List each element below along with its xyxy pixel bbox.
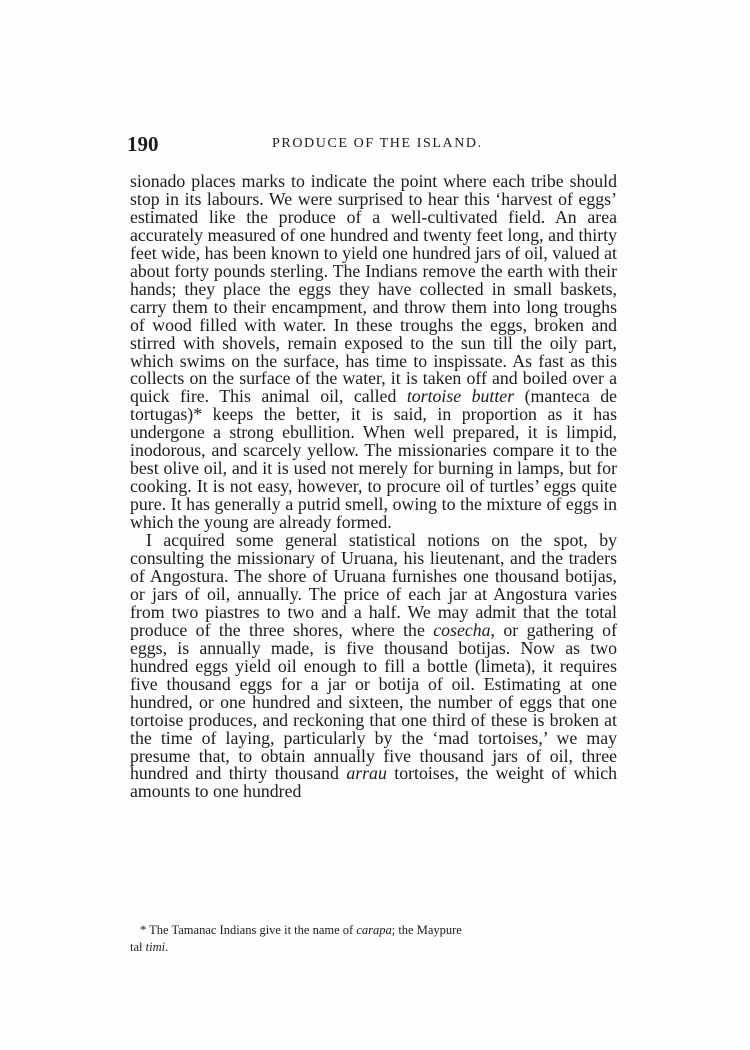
text-run: tal <box>130 940 146 954</box>
emphasis: carapa <box>356 923 392 937</box>
page-number: 190 <box>127 132 159 156</box>
emphasis: timi <box>145 940 166 954</box>
text-run: sionado places marks to indicate the point where each tribe should stop in its labours. We were surprised to hear this ‘harvest of eggs’ estimated like the produce of a well-cultivated field. An area accurately measured of one hundred and twenty feet long, and thirty feet wide, has been known to yield one hundred jars of oil, valued at about forty pounds sterling. The Indians remove the earth with their hands; they place the eggs they have collected in small baskets, carry them to their encampment, and throw them into long troughs of wood filled with water. In these troughs the eggs, broken and stirred with shovels, remain exposed to the sun till the oily part, which swims on the surface, has time to inspissate. As fast as this collects on the surface of the water, it is taken off and boiled over a quick fire. This animal oil, called <box>130 171 617 407</box>
text-run: tortoises, the weight of which amounts to one hundred <box>130 763 617 802</box>
text-run: I acquired some general statistical notions on the spot, by consulting the missionary of Uruana, his lieutenant, and the traders of Angostura. The shore of Uruana furnishes one thousand botijas, or jars of oil, annually. The price of each jar at Angostura varies from two piastres to two and a half. We may admit that the total produce of the three shores, where the <box>130 530 617 640</box>
running-head: PRODUCE OF THE ISLAND. <box>272 136 483 151</box>
text-run: , or gathering of eggs, is annually made, is five thousand botijas. Now as two hundred eggs yield oil enough to fill a bottle (limeta), it requires five thousand eggs for a jar or botija of oil. Estimating at one hundred, or one hundred and sixteen, the number of eggs that one tortoise produces, and reckoning that one third of these is broken at the time of laying, particularly by the ‘mad tortoises,’ we may presume that, to obtain annually five thousand jars of oil, three hundred and thirty thousand <box>130 619 617 784</box>
paragraph <box>130 173 617 532</box>
paragraph <box>130 532 617 801</box>
text-run: (manteca de tortugas)* keeps the better, it is said, in proportion as it has undergone a strong ebullition. When well prepared, it is limpid, inodorous, and scarcely yellow. The missionaries compare it to the best olive oil, and it is used not merely for burning in lamps, but for cooking. It is not easy, however, to procure oil of turtles’ eggs quite pure. It has generally a putrid smell, owing to the mixture of eggs in which the young are already formed. <box>130 386 618 533</box>
text-run: ; the Maypure <box>391 923 462 937</box>
text-run: . <box>165 940 169 954</box>
page-header <box>127 132 617 162</box>
emphasis: cosecha <box>433 619 491 640</box>
body-text <box>130 173 617 801</box>
emphasis: arrau <box>346 763 387 784</box>
text-run: * The Tamanac Indians give it the name of <box>140 923 357 937</box>
footnote <box>130 922 617 956</box>
emphasis: tortoise butter <box>406 386 515 407</box>
